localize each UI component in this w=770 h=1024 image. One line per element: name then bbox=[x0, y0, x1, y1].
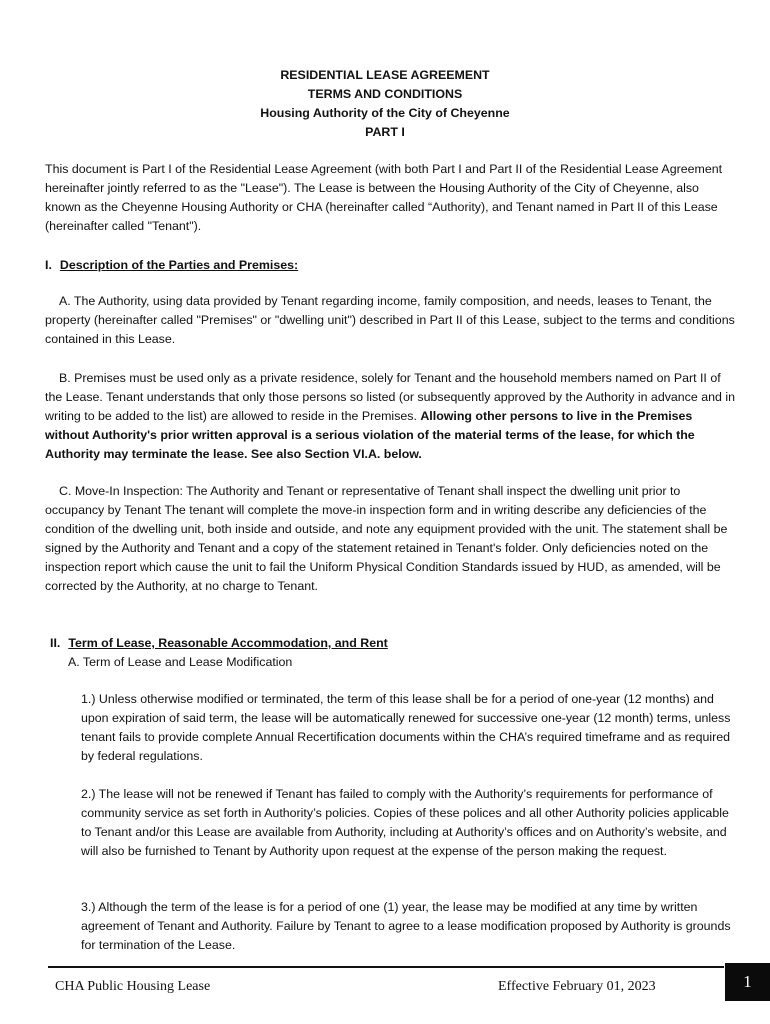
title-line-2: TERMS AND CONDITIONS bbox=[307, 87, 463, 101]
page-number-badge: 1 bbox=[725, 963, 770, 1001]
section-2-item-1: 1.) Unless otherwise modified or terminated, the term of this lease shall be for a period of one-year (12 months) and upon expiration of said term, the lease will be automatically renewed for successive one-year (12 month) terms, unless tenant fails to provide complete Annual Recertification documents within the CHA’s required timeframe and as required by federal regulations. bbox=[81, 692, 731, 763]
section-2-item-3: 3.) Although the term of the lease is for a period of one (1) year, the lease may be modified at any time by written agreement of Tenant and Authority. Failure by Tenant to agree to a lease modification proposed by Authority is grounds for termination of the Lease. bbox=[81, 900, 731, 952]
section-1-paragraph-b bbox=[45, 369, 735, 464]
footer-document-name: CHA Public Housing Lease bbox=[55, 979, 211, 994]
document-title-block bbox=[0, 66, 770, 142]
section-2-item-2: 2.) The lease will not be renewed if Tenant has failed to comply with the Authority’s requirements for performance of community service as set forth in Authority’s policies. Copies of these polices and all other Authority policies applicable to Tenant and/or this Lease are available from Authority, including at Authority’s offices and on Authority’s website, and will also be furnished to Tenant by Authority upon request at the expense of the person making the request. bbox=[81, 787, 729, 858]
title-line-3: Housing Authority of the City of Cheyenne bbox=[260, 106, 510, 120]
paragraph-b-bold-warning: Allowing other persons to live in the Premises without Authority's prior written approval is a serious violation of the material terms of the lease, for which the Authority may terminate the lease. See also Section VI.A. below. bbox=[45, 409, 695, 461]
section-2-title: Term of Lease, Reasonable Accommodation, and Rent bbox=[68, 636, 388, 650]
section-1-number: I. bbox=[45, 258, 52, 272]
paragraph-b-text: B. Premises must be used only as a private residence, solely for Tenant and the household members named on Part II of the Lease. Tenant understands that only those persons so listed (or subsequently approved by the Authority in advance and in writing to be added to the list) are allowed to reside in the Premises. bbox=[45, 371, 735, 423]
title-line-4: PART I bbox=[365, 125, 405, 139]
footer-divider bbox=[48, 966, 724, 968]
section-2-subheading-a: A. Term of Lease and Lease Modification bbox=[68, 655, 293, 669]
footer-effective-date: Effective February 01, 2023 bbox=[498, 979, 656, 994]
section-1-heading bbox=[45, 256, 298, 275]
section-1-paragraph-c: C. Move-In Inspection: The Authority and Tenant or representative of Tenant shall inspect the dwelling unit prior to occupancy by Tenant The tenant will complete the move-in inspection form and in writing describe any deficiencies of the condition of the dwelling unit, both inside and outside, and note any equipment provided with the unit. The statement shall be signed by the Authority and Tenant and a copy of the statement retained in Tenant's folder. Only deficiencies noted on the inspection report which cause the unit to fail the Uniform Physical Condition Standards issued by HUD, as amended, will be corrected by the Authority, at no charge to Tenant. bbox=[45, 484, 728, 593]
intro-paragraph: This document is Part I of the Residential Lease Agreement (with both Part I and Part II of the Residential Lease Agreement hereinafter jointly referred to as the "Lease"). The Lease is between the Housing Authority of the City of Cheyenne, also known as the Cheyenne Housing Authority or CHA (hereinafter called “Authority), and Tenant named in Part II of this Lease (hereinafter called "Tenant"). bbox=[45, 162, 723, 233]
section-1-title: Description of the Parties and Premises: bbox=[59, 258, 299, 272]
title-line-1: RESIDENTIAL LEASE AGREEMENT bbox=[280, 68, 490, 82]
section-1-paragraph-a: A. The Authority, using data provided by Tenant regarding income, family composition, and needs, leases to Tenant, the property (hereinafter called "Premises" or "dwelling unit") described in Part II of this Lease, subject to the terms and conditions contained in this Lease. bbox=[45, 294, 735, 346]
section-2-heading bbox=[50, 634, 388, 653]
section-2-number: II. bbox=[50, 636, 61, 650]
